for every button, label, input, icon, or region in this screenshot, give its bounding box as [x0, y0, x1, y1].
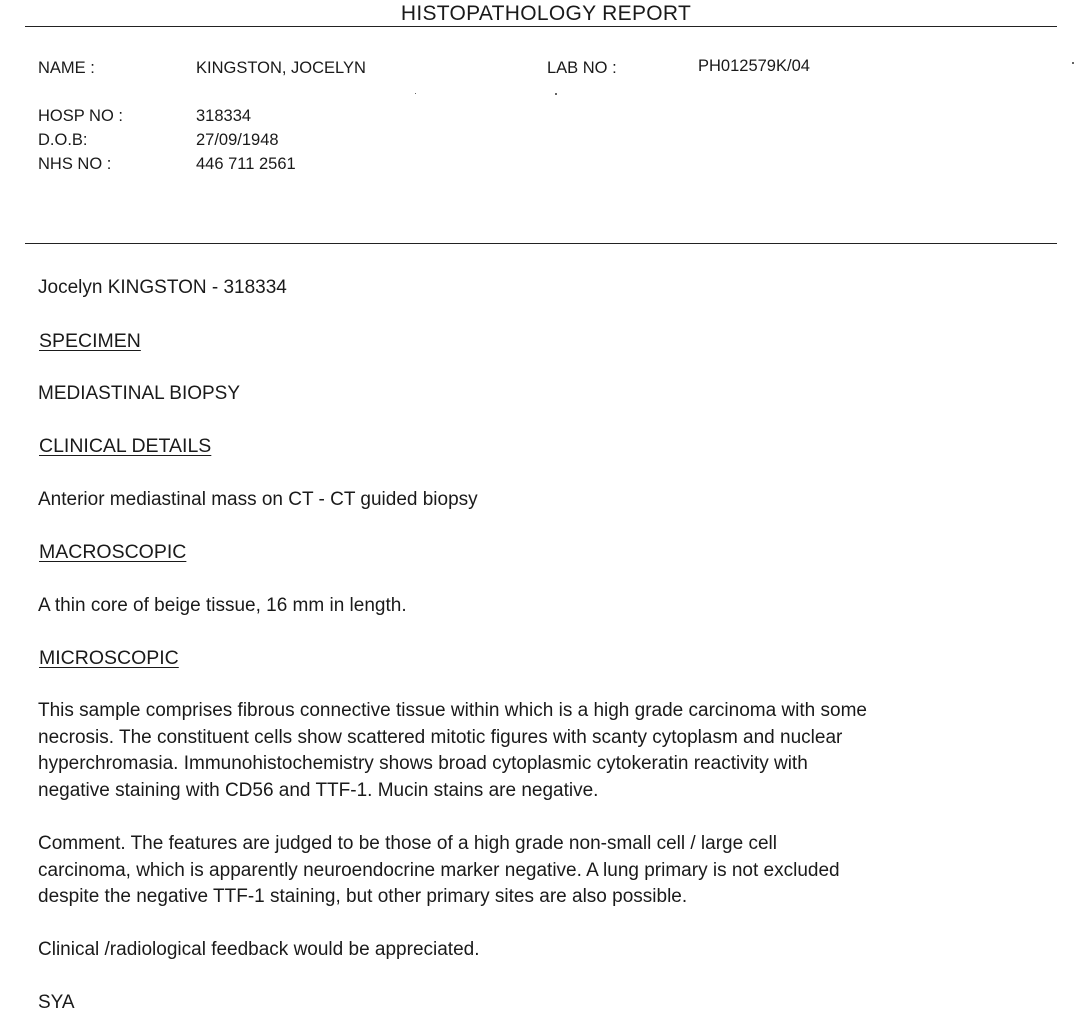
microscopic-line: This sample comprises fibrous connective tissue within which is a high grade carcinoma with some [38, 700, 867, 721]
feedback-text: Clinical /radiological feedback would be appreciated. [38, 939, 480, 960]
comment-line: despite the negative TTF-1 staining, but other primary sites are also possible. [38, 886, 688, 907]
dob-value: 27/09/1948 [196, 131, 279, 149]
microscopic-paragraph [38, 698, 867, 804]
comment-line: carcinoma, which is apparently neuroendocrine marker negative. A lung primary is not excluded [38, 859, 840, 881]
lab-no-value: PH012579K/04 [698, 57, 810, 75]
nhs-no-value: 446 711 2561 [196, 155, 296, 173]
microscopic-line: hyperchromasia. Immunohistochemistry shows broad cytoplasmic cytokeratin reactivity with [38, 753, 808, 774]
header-divider-top [25, 26, 1057, 27]
patient-line: Jocelyn KINGSTON - 318334 [38, 277, 287, 298]
macroscopic-heading: MACROSCOPIC [39, 541, 187, 563]
microscopic-line: necrosis. The constituent cells show scattered mitotic figures with scanty cytoplasm and nuclear [38, 726, 843, 748]
specimen-text: MEDIASTINAL BIOPSY [38, 383, 241, 404]
report-title: HISTOPATHOLOGY REPORT [400, 2, 692, 25]
lab-no-label: LAB NO : [547, 59, 617, 77]
scan-speck [555, 93, 557, 95]
name-label: NAME : [38, 59, 95, 77]
name-value: KINGSTON, JOCELYN [196, 59, 366, 77]
specimen-heading: SPECIMEN [39, 330, 141, 352]
hosp-no-value: 318334 [196, 107, 252, 125]
signature: SYA [38, 992, 75, 1013]
hosp-no-label: HOSP NO : [38, 107, 123, 125]
scan-speck [415, 93, 416, 94]
microscopic-line: negative staining with CD56 and TTF-1. Mucin stains are negative. [38, 779, 599, 801]
clinical-details-heading: CLINICAL DETAILS [39, 435, 212, 457]
nhs-no-label: NHS NO : [38, 155, 112, 173]
scan-speck [1072, 62, 1074, 64]
clinical-details-text: Anterior mediastinal mass on CT - CT guided biopsy [38, 489, 478, 510]
header-divider-bottom [25, 243, 1057, 244]
microscopic-heading: MICROSCOPIC [39, 647, 179, 669]
macroscopic-text: A thin core of beige tissue, 16 mm in length. [38, 595, 407, 616]
dob-label: D.O.B: [38, 131, 88, 149]
comment-paragraph [38, 831, 840, 911]
comment-line: Comment. The features are judged to be those of a high grade non-small cell / large cell [38, 833, 777, 854]
